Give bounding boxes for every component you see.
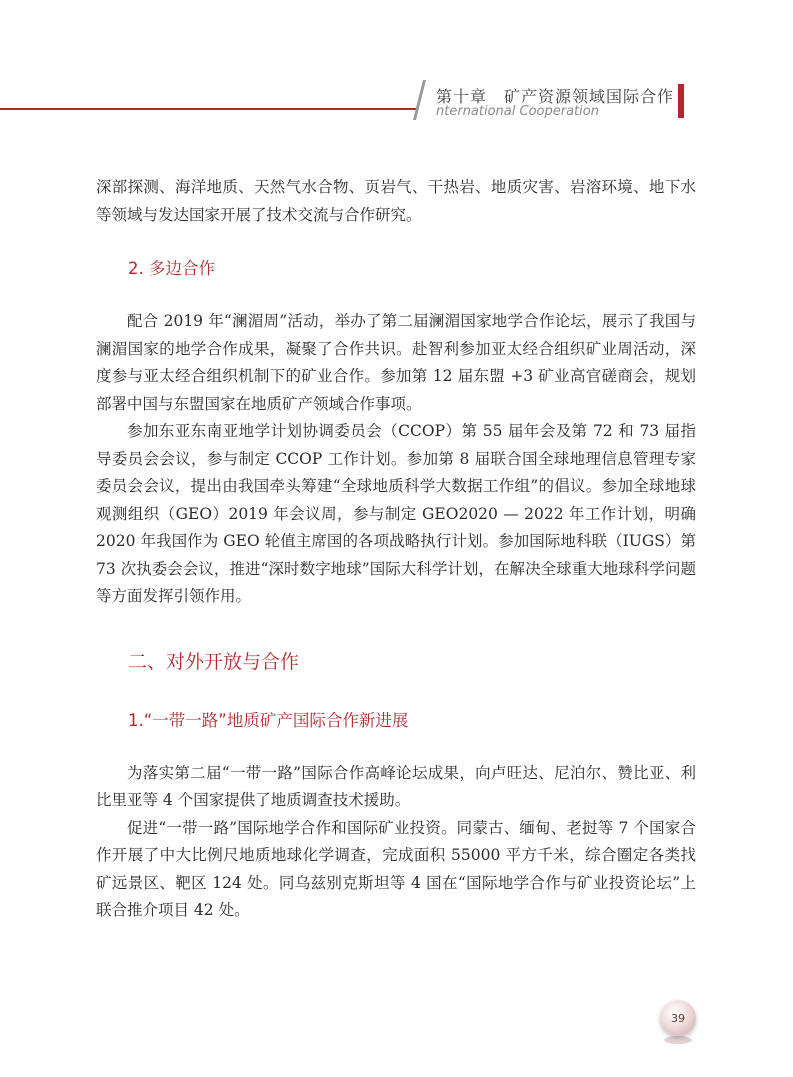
heading-belt-and-road: 1.“一带一路”地质矿产国际合作新进展: [128, 710, 409, 730]
paragraph-lancang-mekong: 配合 2019 年“澜湄周”活动，举办了第二届澜湄国家地学合作论坛，展示了我国与澜湄国家的地学合作成果，凝聚了合作共识。赴智利参加亚太经合组织矿业周活动，深度参与亚太经合组织机制下的矿业合作。参加第 12 届东盟 +3 矿业高官磋商会，规划部署中国与东盟国家在地质矿产领域合作事项。: [96, 312, 696, 413]
paragraph-continued: 深部探测、海洋地质、天然气水合物、页岩气、干热岩、地质灾害、岩溶环境、地下水等领域与发达国家开展了技术交流与合作研究。: [96, 178, 696, 224]
heading-multilateral-cooperation: 2. 多边合作: [128, 259, 215, 278]
chapter-title: 第十章 矿产资源领域国际合作: [436, 87, 675, 106]
header-rule: [0, 108, 418, 110]
page-number-badge-shadow: [664, 1036, 692, 1044]
paragraph-technical-assistance: 为落实第二届“一带一路”国际合作高峰论坛成果，向卢旺达、尼泊尔、赞比亚、利比里亚等 4 个国家提供了地质调查技术援助。: [96, 763, 696, 809]
paragraph-ccop: 参加东亚东南亚地学计划协调委员会（CCOP）第 55 届年会及第 72 和 73 届指导委员会会议，参与制定 CCOP 工作计划。参加第 8 届联合国全球地理信息管理专家委员会会议，提出由我国牵头筹建“全球地质科学大数据工作组”的倡议。参加全球地球观测组织（GEO）2019 年会议周，参与制定 GEO2020 — 2022 年工作计划，明确 2020 年我国作为 GEO 轮值主席国的各项战略执行计划。参加国际地科联（IUGS）第 73 次执委会会议，推进“深时数字地球”国际大科学计划，在解决全球重大地球科学问题等方面发挥引领作用。: [96, 422, 696, 605]
header-slash-mark: [413, 80, 426, 120]
page-body: [96, 174, 696, 925]
page-number: 39: [671, 1011, 685, 1025]
page-number-badge: [660, 1000, 696, 1036]
paragraph-geoscience-investment: 促进“一带一路”国际地学合作和国际矿业投资。同蒙古、缅甸、老挝等 7 个国家合作开展了中大比例尺地质地球化学调查，完成面积 55000 平方千米，综合圈定各类找矿远景区、靶区 124 处。同乌兹别克斯坦等 4 国在“国际地学合作与矿业投资论坛”上联合推介项目 42 处。: [96, 818, 696, 919]
chapter-subtitle: nternational Cooperation: [436, 104, 599, 119]
heading-opening-cooperation: 二、对外开放与合作: [128, 650, 300, 673]
header-accent-bar: [678, 84, 684, 118]
